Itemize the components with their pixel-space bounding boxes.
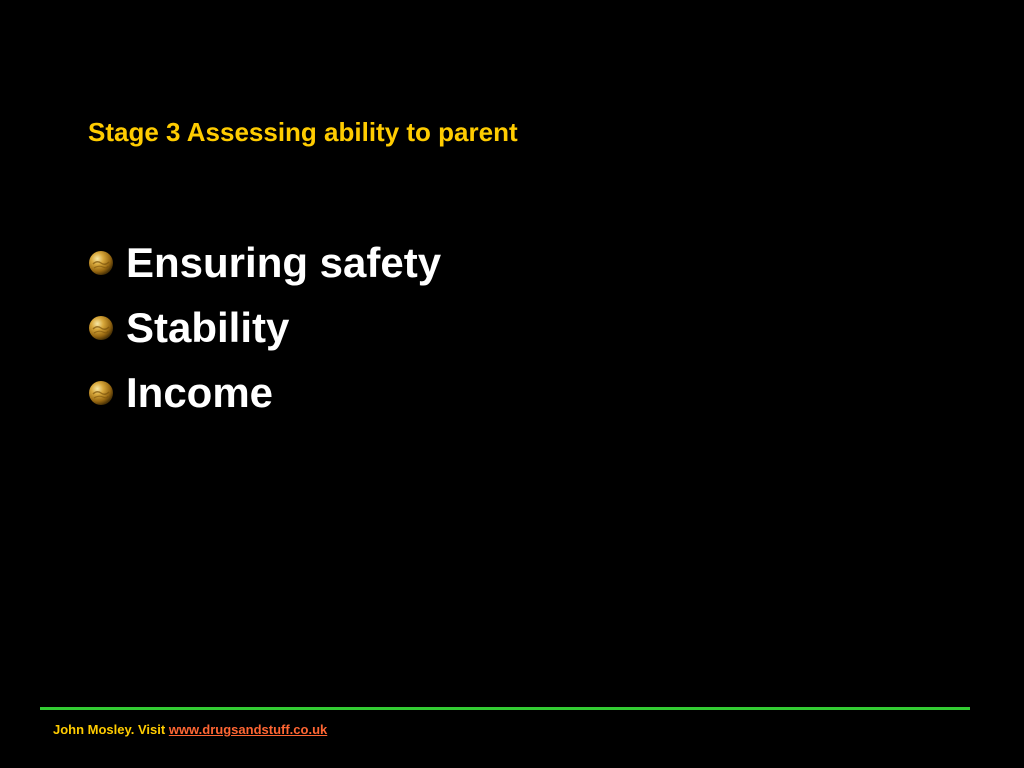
- gold-sphere-bullet-icon: [88, 250, 114, 276]
- bullet-list: [88, 230, 441, 425]
- list-item: [88, 295, 441, 360]
- bullet-text: Ensuring safety: [126, 238, 442, 286]
- bullet-text: Income: [126, 368, 274, 416]
- gold-sphere-bullet-icon: [88, 380, 114, 406]
- footer-website-link[interactable]: www.drugsandstuff.co.uk: [168, 722, 328, 737]
- footer-divider: [40, 707, 970, 710]
- slide-title: Stage 3 Assessing ability to parent: [88, 117, 518, 147]
- list-item: [88, 230, 441, 295]
- gold-sphere-bullet-icon: [88, 315, 114, 341]
- footer-author-text: John Mosley. Visit: [53, 722, 169, 737]
- list-item: [88, 360, 441, 425]
- bullet-text: Stability: [126, 303, 290, 351]
- footer: [53, 721, 327, 739]
